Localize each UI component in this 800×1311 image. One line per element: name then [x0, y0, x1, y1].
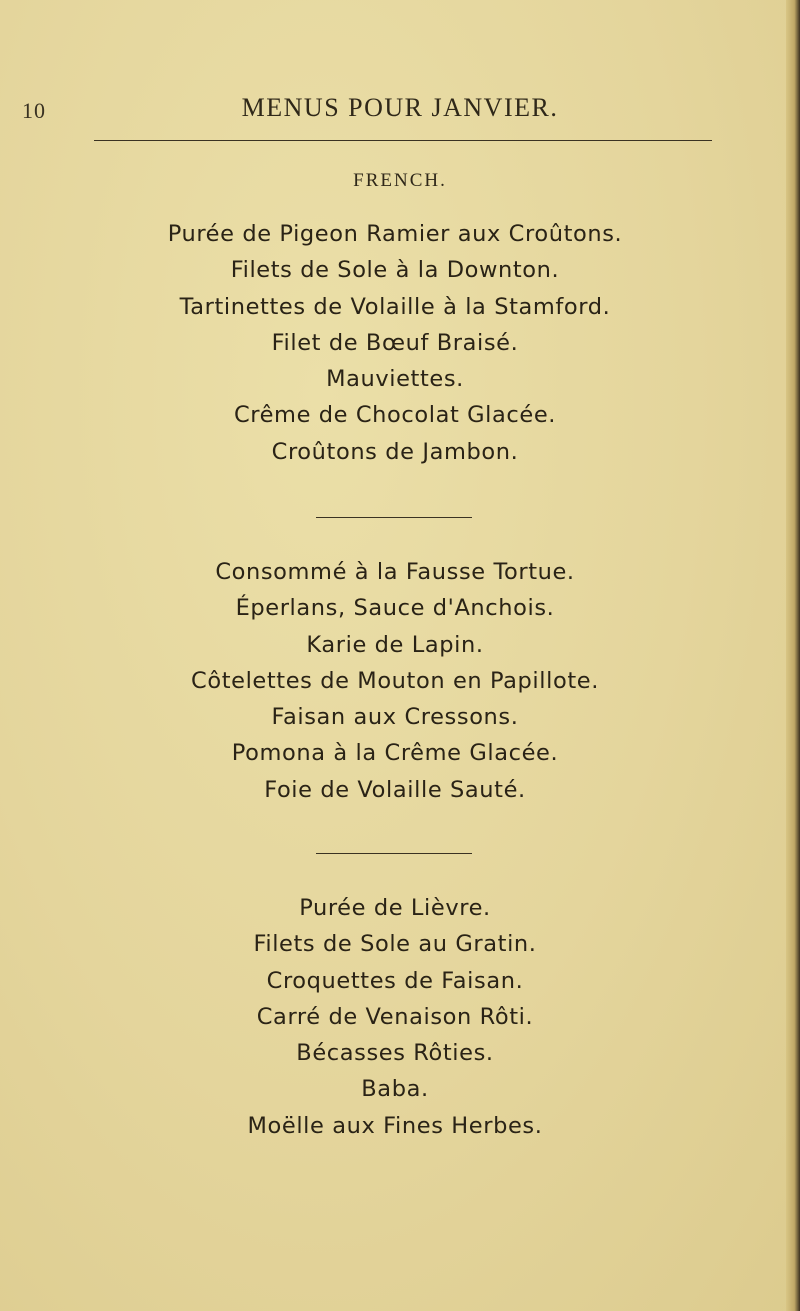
menu-item: Croûtons de Jambon. [271, 438, 519, 465]
menu-item: Filets de Sole à la Downton. [230, 257, 560, 284]
menu-item: Consommé à la Fausse Tortue. [215, 559, 575, 585]
menu-divider [316, 853, 472, 854]
menu-item: Croquettes de Faisan. [266, 967, 524, 994]
running-head: MENUS POUR JANVIER. [241, 93, 559, 122]
menu-item: Carré de Venaison Rôti. [256, 1003, 534, 1030]
page-number: 10 [22, 98, 46, 123]
menu-item: Faisan aux Cressons. [271, 704, 519, 731]
menu-item: Crême de Chocolat Glacée. [233, 402, 557, 429]
menu-item: Filets de Sole au Gratin. [253, 931, 537, 958]
menu-item: Bécasses Rôties. [296, 1040, 494, 1067]
menu-item: Foie de Volaille Sauté. [264, 776, 526, 803]
menu-item: Mauviettes. [326, 366, 464, 393]
menu-divider [316, 517, 472, 518]
menu-item: Purée de Lièvre. [299, 895, 491, 921]
menu-item: Côtelettes de Mouton en Papillote. [191, 667, 599, 694]
menu-item: Baba. [361, 1076, 429, 1103]
menu-item: Moëlle aux Fines Herbes. [247, 1112, 543, 1139]
menu-item: Karie de Lapin. [306, 631, 484, 658]
menu-three [0, 890, 790, 1144]
menu-item: Purée de Pigeon Ramier aux Croûtons. [167, 221, 623, 247]
menu-item: Éperlans, Sauce d'Anchois. [235, 595, 555, 622]
section-title: FRENCH. [353, 170, 447, 191]
menu-item: Filet de Bœuf Braisé. [271, 329, 519, 356]
menu-two [0, 554, 790, 808]
menu-item: Tartinettes de Volaille à la Stamford. [179, 293, 611, 320]
menu-one [0, 216, 790, 470]
menu-item: Pomona à la Crême Glacée. [231, 740, 559, 767]
header-rule [94, 140, 712, 141]
